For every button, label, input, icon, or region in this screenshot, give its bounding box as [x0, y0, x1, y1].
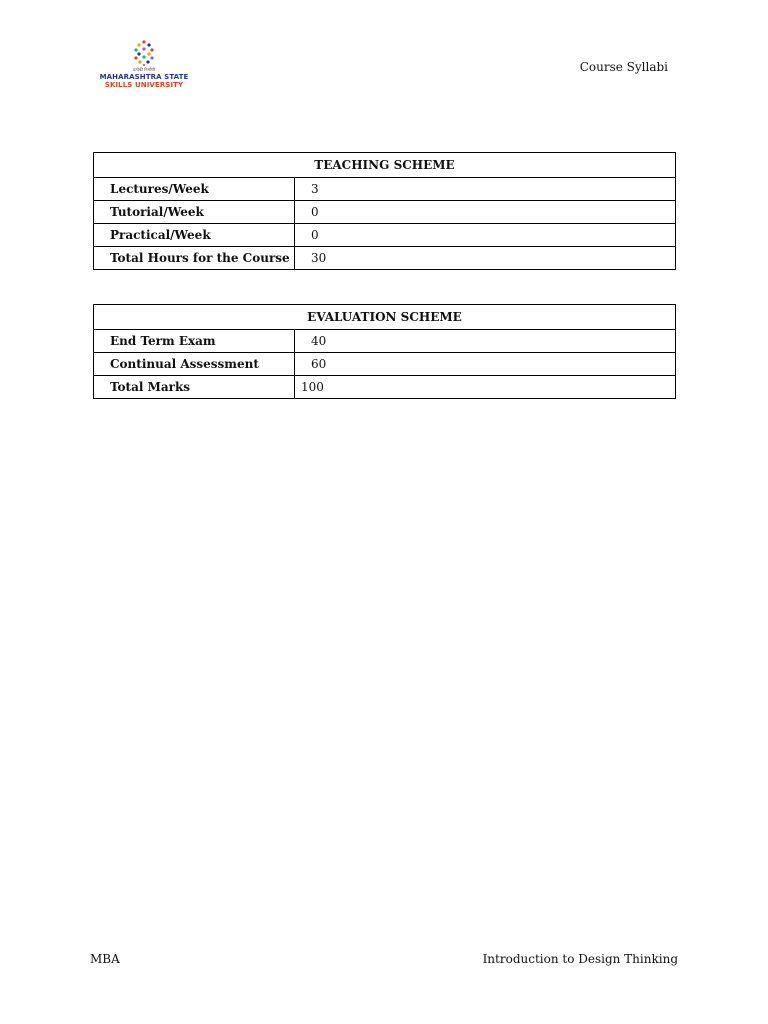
- teaching-scheme-title: TEACHING SCHEME: [94, 153, 676, 178]
- table-row: [94, 224, 676, 247]
- footer-program: MBA: [90, 952, 120, 966]
- table-row: [94, 247, 676, 270]
- logo-text-line1: MAHARASHTRA STATE: [99, 73, 189, 81]
- row-value: 0: [295, 201, 676, 224]
- table-header-row: [94, 153, 676, 178]
- row-label: Lectures/Week: [94, 178, 295, 201]
- evaluation-scheme-title: EVALUATION SCHEME: [94, 305, 676, 330]
- row-label: Total Hours for the Course: [94, 247, 295, 270]
- table-row: [94, 178, 676, 201]
- logo-emblem-icon: [132, 40, 156, 66]
- evaluation-scheme-table: [93, 304, 676, 399]
- footer-course-title: Introduction to Design Thinking: [482, 952, 678, 966]
- row-value: 100: [295, 376, 676, 399]
- table-row: [94, 201, 676, 224]
- row-value: 30: [295, 247, 676, 270]
- table-row: [94, 330, 676, 353]
- row-label: End Term Exam: [94, 330, 295, 353]
- header-course-syllabi: Course Syllabi: [579, 60, 668, 74]
- teaching-scheme-table: [93, 152, 676, 270]
- row-label: Practical/Week: [94, 224, 295, 247]
- table-header-row: [94, 305, 676, 330]
- row-value: 60: [295, 353, 676, 376]
- row-value: 3: [295, 178, 676, 201]
- row-label: Continual Assessment: [94, 353, 295, 376]
- row-label: Tutorial/Week: [94, 201, 295, 224]
- row-value: 0: [295, 224, 676, 247]
- table-row: [94, 353, 676, 376]
- row-value: 40: [295, 330, 676, 353]
- logo-text-line2: SKILLS UNIVERSITY: [104, 81, 184, 89]
- logo-tagline: प्रत्येकी निर्माणी: [133, 67, 155, 72]
- university-logo: [96, 40, 192, 94]
- row-label: Total Marks: [94, 376, 295, 399]
- table-row: [94, 376, 676, 399]
